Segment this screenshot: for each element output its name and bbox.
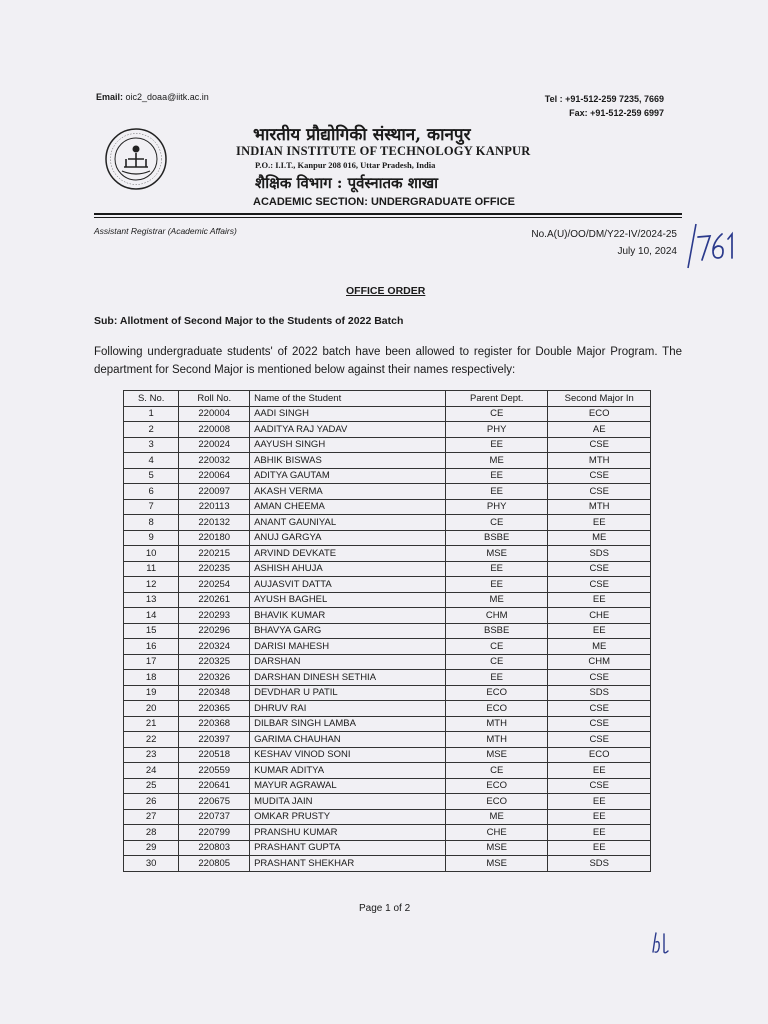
cell-parent-dept: ECO — [445, 778, 548, 794]
cell-roll: 220326 — [179, 670, 250, 686]
tel-number: +91-512-259 7235, 7669 — [565, 94, 664, 104]
table-row — [124, 825, 651, 841]
cell-name: AYUSH BAGHEL — [250, 592, 446, 608]
cell-second-major: CSE — [548, 484, 651, 500]
fax-number: +91-512-259 6997 — [590, 108, 664, 118]
cell-roll: 220348 — [179, 685, 250, 701]
students-table — [123, 390, 651, 872]
cell-second-major: ECO — [548, 747, 651, 763]
cell-second-major: CHM — [548, 654, 651, 670]
cell-second-major: CSE — [548, 716, 651, 732]
cell-roll: 220397 — [179, 732, 250, 748]
cell-name: ASHISH AHUJA — [250, 561, 446, 577]
header-divider-thin — [94, 217, 682, 218]
cell-second-major: AE — [548, 422, 651, 438]
cell-name: AKASH VERMA — [250, 484, 446, 500]
cell-roll: 220235 — [179, 561, 250, 577]
cell-name: OMKAR PRUSTY — [250, 809, 446, 825]
cell-parent-dept: MTH — [445, 732, 548, 748]
cell-roll: 220641 — [179, 778, 250, 794]
cell-name: DILBAR SINGH LAMBA — [250, 716, 446, 732]
cell-parent-dept: PHY — [445, 422, 548, 438]
table-row — [124, 778, 651, 794]
cell-parent-dept: MTH — [445, 716, 548, 732]
cell-name: PRANSHU KUMAR — [250, 825, 446, 841]
cell-name: DARSHAN DINESH SETHIA — [250, 670, 446, 686]
cell-roll: 220296 — [179, 623, 250, 639]
handwritten-initials — [650, 930, 672, 956]
cell-roll: 220803 — [179, 840, 250, 856]
cell-name: ABHIK BISWAS — [250, 453, 446, 469]
table-row — [124, 701, 651, 717]
cell-sno: 20 — [124, 701, 179, 717]
cell-name: PRASHANT GUPTA — [250, 840, 446, 856]
cell-sno: 4 — [124, 453, 179, 469]
email-line: Email: oic2_doaa@iitk.ac.in — [96, 92, 209, 102]
table-row — [124, 515, 651, 531]
cell-parent-dept: CE — [445, 406, 548, 422]
cell-sno: 16 — [124, 639, 179, 655]
cell-name: ANUJ GARGYA — [250, 530, 446, 546]
cell-sno: 9 — [124, 530, 179, 546]
cell-second-major: SDS — [548, 856, 651, 872]
section-name-hindi: शैक्षिक विभाग : पूर्वस्नातक शाखा — [255, 174, 438, 192]
table-row — [124, 685, 651, 701]
cell-second-major: CSE — [548, 437, 651, 453]
cell-parent-dept: MSE — [445, 856, 548, 872]
cell-second-major: SDS — [548, 685, 651, 701]
cell-roll: 220293 — [179, 608, 250, 624]
cell-parent-dept: ME — [445, 809, 548, 825]
cell-second-major: EE — [548, 763, 651, 779]
cell-second-major: EE — [548, 809, 651, 825]
cell-second-major: CSE — [548, 778, 651, 794]
cell-second-major: ME — [548, 530, 651, 546]
cell-roll: 220518 — [179, 747, 250, 763]
cell-parent-dept: BSBE — [445, 530, 548, 546]
cell-sno: 2 — [124, 422, 179, 438]
cell-name: KUMAR ADITYA — [250, 763, 446, 779]
table-row — [124, 716, 651, 732]
cell-roll: 220064 — [179, 468, 250, 484]
iitk-seal-logo — [104, 127, 168, 191]
intro-paragraph: Following undergraduate students' of 2022 batch have been allowed to register for Double Major Program. The department for Second Major is mentioned below against their names respectively: — [94, 346, 682, 376]
cell-roll: 220324 — [179, 639, 250, 655]
table-row — [124, 468, 651, 484]
cell-name: BHAVIK KUMAR — [250, 608, 446, 624]
cell-name: AAYUSH SINGH — [250, 437, 446, 453]
reference-block — [531, 226, 677, 260]
table-row — [124, 437, 651, 453]
cell-parent-dept: CE — [445, 654, 548, 670]
cell-second-major: ME — [548, 639, 651, 655]
cell-second-major: EE — [548, 592, 651, 608]
table-row — [124, 422, 651, 438]
cell-second-major: CHE — [548, 608, 651, 624]
cell-sno: 23 — [124, 747, 179, 763]
table-row — [124, 623, 651, 639]
table-row — [124, 577, 651, 593]
cell-sno: 13 — [124, 592, 179, 608]
cell-parent-dept: EE — [445, 577, 548, 593]
header-second-major: Second Major In — [548, 391, 651, 407]
cell-name: DEVDHAR U PATIL — [250, 685, 446, 701]
cell-name: GARIMA CHAUHAN — [250, 732, 446, 748]
table-row — [124, 747, 651, 763]
cell-second-major: MTH — [548, 453, 651, 469]
cell-second-major: CSE — [548, 468, 651, 484]
cell-second-major: MTH — [548, 499, 651, 515]
cell-parent-dept: MSE — [445, 546, 548, 562]
cell-sno: 14 — [124, 608, 179, 624]
table-row — [124, 732, 651, 748]
cell-parent-dept: BSBE — [445, 623, 548, 639]
cell-roll: 220675 — [179, 794, 250, 810]
table-row — [124, 654, 651, 670]
cell-name: ANANT GAUNIYAL — [250, 515, 446, 531]
subject-line: Sub: Allotment of Second Major to the Students of 2022 Batch — [94, 315, 404, 327]
cell-sno: 6 — [124, 484, 179, 500]
cell-second-major: EE — [548, 515, 651, 531]
cell-second-major: CSE — [548, 577, 651, 593]
cell-roll: 220024 — [179, 437, 250, 453]
table-row — [124, 530, 651, 546]
cell-name: AUJASVIT DATTA — [250, 577, 446, 593]
cell-name: MUDITA JAIN — [250, 794, 446, 810]
table-row — [124, 763, 651, 779]
header-name: Name of the Student — [250, 391, 446, 407]
cell-sno: 7 — [124, 499, 179, 515]
cell-parent-dept: CE — [445, 639, 548, 655]
cell-name: AADITYA RAJ YADAV — [250, 422, 446, 438]
cell-sno: 21 — [124, 716, 179, 732]
cell-second-major: EE — [548, 794, 651, 810]
cell-parent-dept: EE — [445, 437, 548, 453]
cell-sno: 19 — [124, 685, 179, 701]
cell-name: DHRUV RAI — [250, 701, 446, 717]
header-sno: S. No. — [124, 391, 179, 407]
table-header-row — [124, 391, 651, 407]
cell-parent-dept: EE — [445, 468, 548, 484]
cell-sno: 28 — [124, 825, 179, 841]
table-row — [124, 840, 651, 856]
cell-second-major: CSE — [548, 732, 651, 748]
cell-sno: 11 — [124, 561, 179, 577]
cell-sno: 22 — [124, 732, 179, 748]
cell-parent-dept: CHE — [445, 825, 548, 841]
cell-second-major: ECO — [548, 406, 651, 422]
header-parent-dept: Parent Dept. — [445, 391, 548, 407]
issuing-authority: Assistant Registrar (Academic Affairs) — [94, 226, 237, 236]
cell-name: BHAVYA GARG — [250, 623, 446, 639]
cell-parent-dept: MSE — [445, 747, 548, 763]
institute-name-english: INDIAN INSTITUTE OF TECHNOLOGY KANPUR — [236, 144, 531, 158]
cell-sno: 18 — [124, 670, 179, 686]
header-divider-thick — [94, 213, 682, 215]
order-date: July 10, 2024 — [617, 246, 677, 257]
table-row — [124, 484, 651, 500]
institute-name-hindi: भारतीय प्रौद्योगिकी संस्थान, कानपुर — [253, 125, 471, 145]
cell-second-major: SDS — [548, 546, 651, 562]
cell-roll: 220799 — [179, 825, 250, 841]
cell-parent-dept: ME — [445, 453, 548, 469]
cell-sno: 1 — [124, 406, 179, 422]
contact-numbers: Tel : +91-512-259 7235, 7669 Fax: +91-512-259 6997 — [544, 94, 664, 118]
cell-second-major: EE — [548, 623, 651, 639]
cell-name: AADI SINGH — [250, 406, 446, 422]
cell-sno: 3 — [124, 437, 179, 453]
cell-roll: 220113 — [179, 499, 250, 515]
cell-second-major: EE — [548, 840, 651, 856]
cell-roll: 220325 — [179, 654, 250, 670]
table-row — [124, 670, 651, 686]
table-row — [124, 639, 651, 655]
cell-sno: 8 — [124, 515, 179, 531]
cell-parent-dept: CE — [445, 515, 548, 531]
cell-parent-dept: CE — [445, 763, 548, 779]
cell-second-major: CSE — [548, 670, 651, 686]
cell-sno: 30 — [124, 856, 179, 872]
table-row — [124, 406, 651, 422]
table-row — [124, 561, 651, 577]
cell-sno: 26 — [124, 794, 179, 810]
header-roll: Roll No. — [179, 391, 250, 407]
cell-roll: 220805 — [179, 856, 250, 872]
cell-parent-dept: CHM — [445, 608, 548, 624]
table-row — [124, 794, 651, 810]
cell-roll: 220215 — [179, 546, 250, 562]
cell-sno: 29 — [124, 840, 179, 856]
cell-roll: 220008 — [179, 422, 250, 438]
cell-name: DARISI MAHESH — [250, 639, 446, 655]
cell-sno: 10 — [124, 546, 179, 562]
cell-roll: 220737 — [179, 809, 250, 825]
table-row — [124, 856, 651, 872]
cell-parent-dept: EE — [445, 670, 548, 686]
academic-section-title: ACADEMIC SECTION: UNDERGRADUATE OFFICE — [253, 196, 515, 208]
table-row — [124, 546, 651, 562]
cell-second-major: CSE — [548, 561, 651, 577]
cell-parent-dept: ECO — [445, 685, 548, 701]
cell-parent-dept: PHY — [445, 499, 548, 515]
cell-parent-dept: ECO — [445, 701, 548, 717]
table-row — [124, 453, 651, 469]
cell-roll: 220368 — [179, 716, 250, 732]
cell-name: PRASHANT SHEKHAR — [250, 856, 446, 872]
cell-second-major: CSE — [548, 701, 651, 717]
cell-roll: 220559 — [179, 763, 250, 779]
institute-address: P.O.: I.I.T., Kanpur 208 016, Uttar Pradesh, India — [255, 160, 436, 170]
cell-roll: 220032 — [179, 453, 250, 469]
cell-roll: 220004 — [179, 406, 250, 422]
email-address: oic2_doaa@iitk.ac.in — [125, 92, 209, 102]
cell-sno: 17 — [124, 654, 179, 670]
office-order-heading: OFFICE ORDER — [346, 285, 426, 297]
table-row — [124, 592, 651, 608]
cell-sno: 5 — [124, 468, 179, 484]
page-number: Page 1 of 2 — [359, 903, 411, 914]
reference-number: No.A(U)/OO/DM/Y22-IV/2024-25 — [531, 229, 677, 240]
table-row — [124, 608, 651, 624]
cell-sno: 25 — [124, 778, 179, 794]
cell-name: DARSHAN — [250, 654, 446, 670]
handwritten-serial-number — [682, 220, 737, 270]
cell-parent-dept: EE — [445, 561, 548, 577]
cell-parent-dept: MSE — [445, 840, 548, 856]
cell-roll: 220261 — [179, 592, 250, 608]
cell-name: ADITYA GAUTAM — [250, 468, 446, 484]
cell-parent-dept: ECO — [445, 794, 548, 810]
table-row — [124, 499, 651, 515]
cell-name: MAYUR AGRAWAL — [250, 778, 446, 794]
cell-roll: 220180 — [179, 530, 250, 546]
cell-roll: 220097 — [179, 484, 250, 500]
cell-roll: 220132 — [179, 515, 250, 531]
cell-second-major: EE — [548, 825, 651, 841]
cell-name: AMAN CHEEMA — [250, 499, 446, 515]
cell-roll: 220365 — [179, 701, 250, 717]
cell-sno: 24 — [124, 763, 179, 779]
cell-roll: 220254 — [179, 577, 250, 593]
cell-parent-dept: ME — [445, 592, 548, 608]
cell-sno: 27 — [124, 809, 179, 825]
cell-parent-dept: EE — [445, 484, 548, 500]
table-row — [124, 809, 651, 825]
cell-name: ARVIND DEVKATE — [250, 546, 446, 562]
cell-sno: 12 — [124, 577, 179, 593]
cell-name: KESHAV VINOD SONI — [250, 747, 446, 763]
cell-sno: 15 — [124, 623, 179, 639]
